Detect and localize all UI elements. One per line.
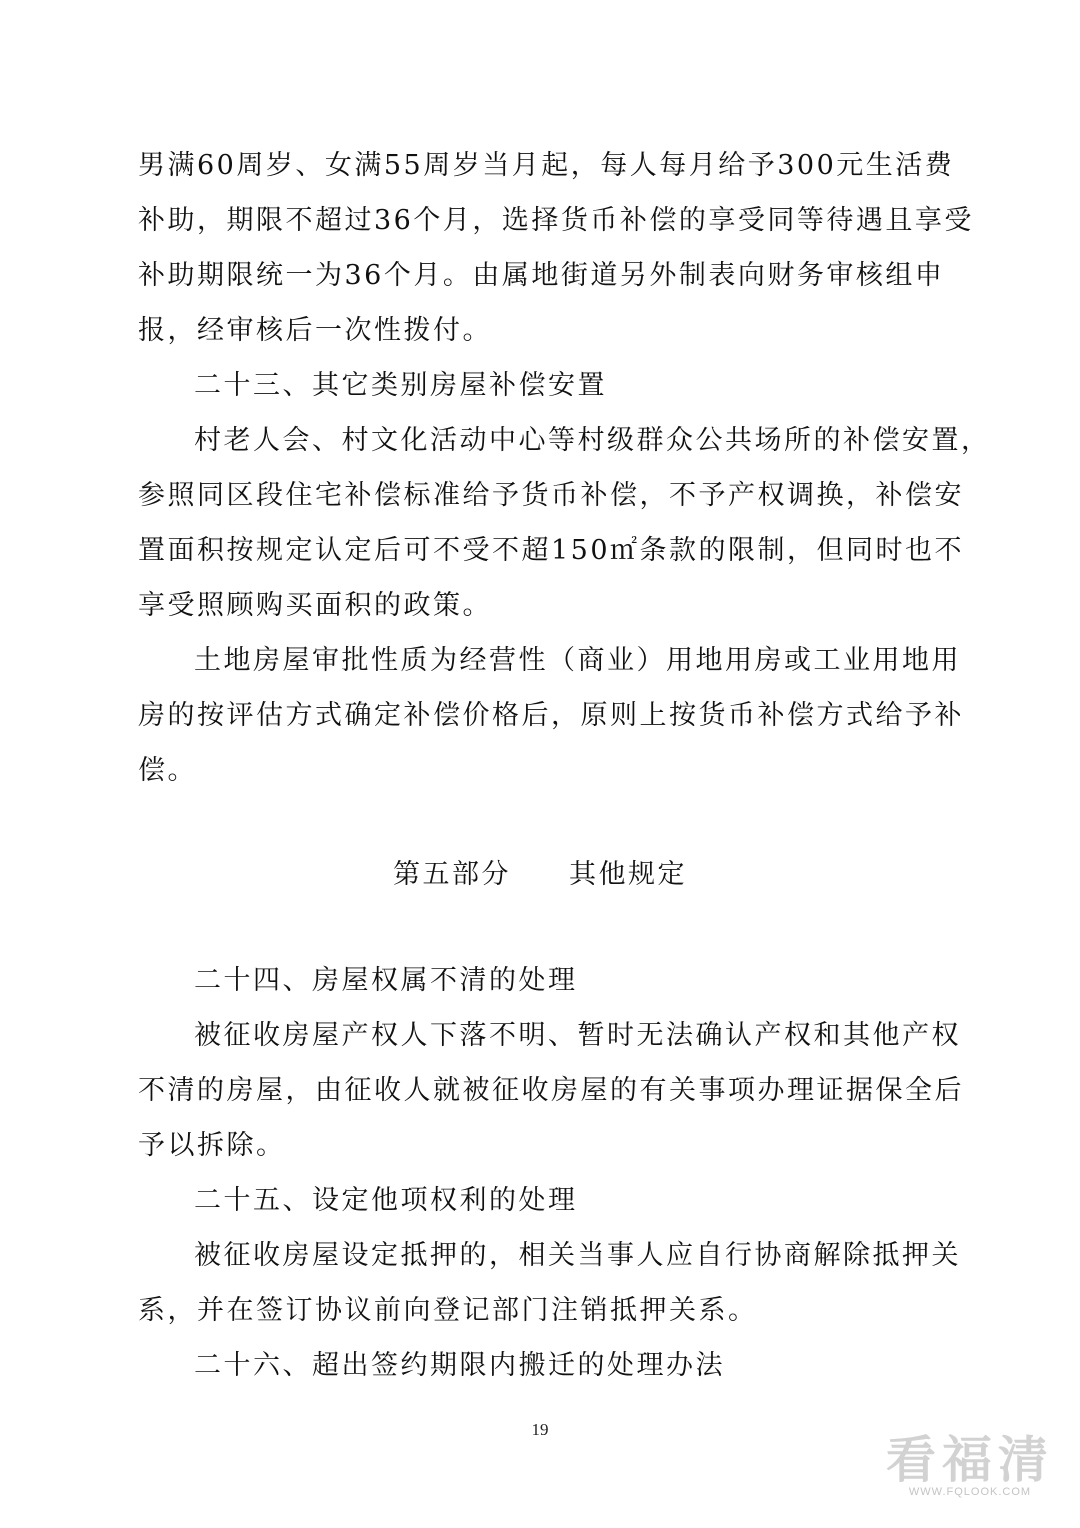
text-line: 补助期限统一为36个月。由属地街道另外制表向财务审核组申: [138, 260, 945, 291]
text-line: 男满60周岁、女满55周岁当月起，每人每月给予300元生活费: [138, 150, 955, 181]
body-lower: [138, 953, 964, 1393]
section-25-heading: 二十五、设定他项权利的处理: [194, 1185, 578, 1216]
text-line: 补助，期限不超过36个月，选择货币补偿的享受同等待遇且享受: [138, 205, 974, 236]
text-line: 土地房屋审批性质为经营性（商业）用地用房或工业用地用: [194, 645, 961, 676]
text-line: 参照同区段住宅补偿标准给予货币补偿，不予产权调换，补偿安: [138, 480, 964, 511]
text-line: 享受照顾购买面积的政策。: [138, 590, 492, 621]
body-upper: [138, 138, 991, 798]
text-line: 被征收房屋产权人下落不明、暂时无法确认产权和其他产权: [194, 1020, 961, 1051]
part-title: 其他规定: [569, 859, 687, 890]
text-line: 系，并在签订协议前向登记部门注销抵押关系。: [138, 1295, 758, 1326]
text-line: 不清的房屋，由征收人就被征收房屋的有关事项办理证据保全后: [138, 1075, 964, 1106]
part-label: 第五部分: [393, 859, 511, 890]
section-26-heading: 二十六、超出签约期限内搬迁的处理办法: [194, 1350, 725, 1381]
page-number: 19: [531, 1420, 549, 1439]
text-line: 被征收房屋设定抵押的，相关当事人应自行协商解除抵押关: [194, 1240, 961, 1271]
section-24-heading: 二十四、房屋权属不清的处理: [194, 965, 578, 996]
text-line: 房的按评估方式确定补偿价格后，原则上按货币补偿方式给予补: [138, 700, 964, 731]
section-23-heading: 二十三、其它类别房屋补偿安置: [194, 370, 607, 401]
text-line: 村老人会、村文化活动中心等村级群众公共场所的补偿安置，: [194, 425, 991, 456]
text-line: 偿。: [138, 755, 197, 786]
part-five-title: [0, 852, 1080, 891]
watermark-logo-text: 看福清: [886, 1431, 1054, 1489]
text-line: 置面积按规定认定后可不受不超150㎡条款的限制，但同时也不: [138, 535, 965, 566]
text-line: 予以拆除。: [138, 1130, 286, 1161]
text-line: 报，经审核后一次性拨付。: [138, 315, 492, 346]
site-watermark: [886, 1431, 1054, 1498]
watermark-url: WWW.FQLOOK.COM: [908, 1486, 1032, 1498]
